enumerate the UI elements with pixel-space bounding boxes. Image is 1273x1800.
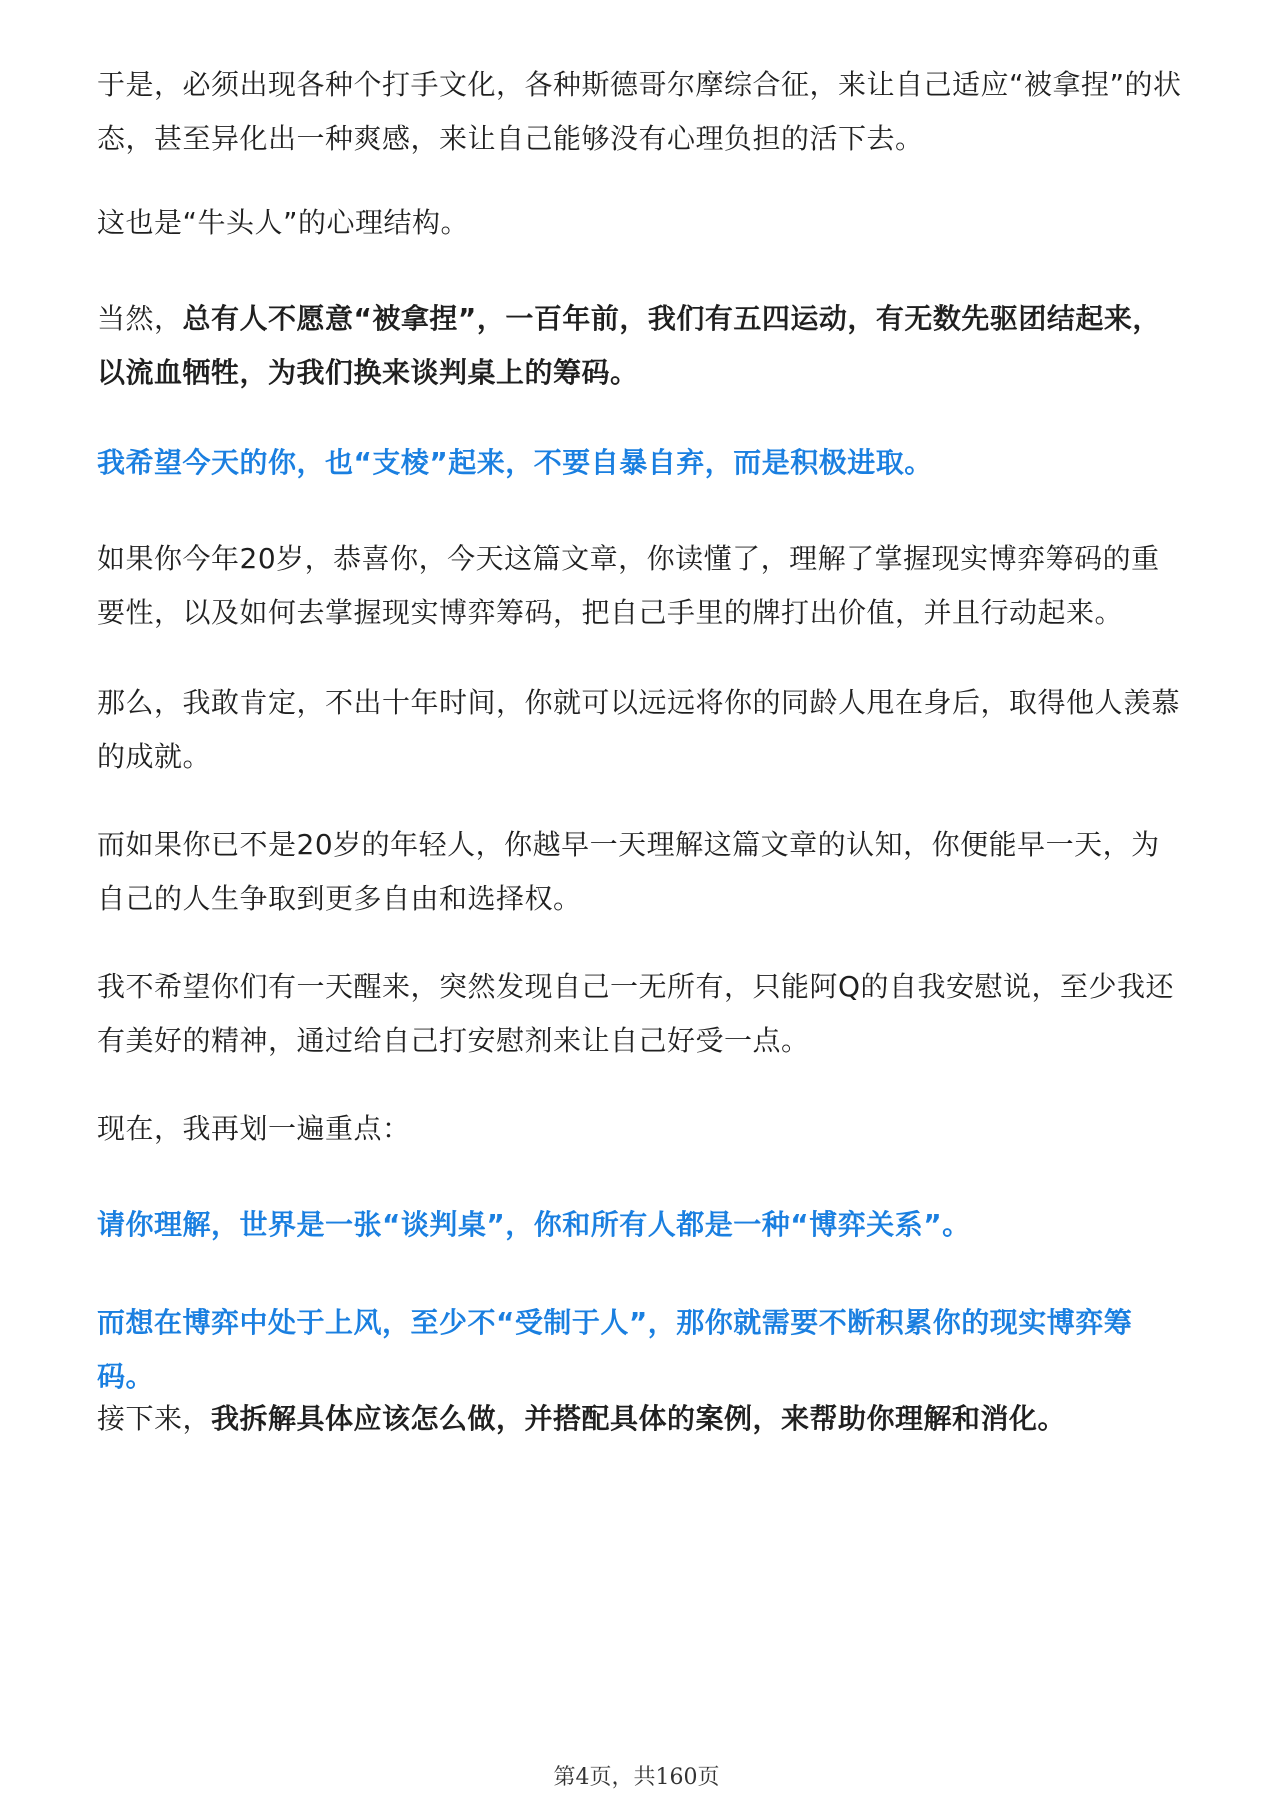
paragraph-prefix: 当然， <box>97 302 183 335</box>
paragraph-ntr-psychology: 这也是“牛头人”的心理结构。 <box>97 206 470 239</box>
page-number-footer: 第4页，共160页 <box>553 1765 720 1790</box>
highlight-paragraph-accumulate-chips: 而想在博弈中处于上风，至少不“受制于人”，那你就需要不断积累你的现实博弈筹码。 <box>97 1306 1133 1393</box>
paragraph-ten-years: 那么，我敢肯定，不出十年时间，你就可以远远将你的同龄人甩在身后，取得他人羡慕的成就。 <box>97 686 1181 773</box>
highlight-paragraph-stand-up: 我希望今天的你，也“支棱”起来，不要自暴自弃，而是积极进取。 <box>97 446 933 479</box>
paragraph-not-20: 而如果你已不是20岁的年轻人，你越早一天理解这篇文章的认知，你便能早一天，为自己的人生争取到更多自由和选择权。 <box>97 828 1160 915</box>
paragraph-next-steps <box>97 1392 1187 1446</box>
paragraph-age-20: 如果你今年20岁，恭喜你，今天这篇文章，你读懂了，理解了掌握现实博弈筹码的重要性，以及如何去掌握现实博弈筹码，把自己手里的牌打出价值，并且行动起来。 <box>97 542 1160 629</box>
paragraph-may-fourth <box>97 292 1187 400</box>
paragraph-prefix: 接下来， <box>97 1402 212 1435</box>
paragraph-key-points-intro: 现在，我再划一遍重点： <box>97 1112 411 1145</box>
paragraph-ah-q: 我不希望你们有一天醒来，突然发现自己一无所有，只能阿Q的自我安慰说，至少我还有美好的精神，通过给自己打安慰剂来让自己好受一点。 <box>97 970 1175 1057</box>
bold-emphasis: 总有人不愿意“被拿捏”，一百年前，我们有五四运动，有无数先驱团结起来，以流血牺牲，为我们换来谈判桌上的筹码。 <box>97 302 1161 389</box>
paragraph-stockholm: 于是，必须出现各种个打手文化，各种斯德哥尔摩综合征，来让自己适应“被拿捏”的状态，甚至异化出一种爽感，来让自己能够没有心理负担的活下去。 <box>97 68 1182 155</box>
bold-emphasis: 我拆解具体应该怎么做，并搭配具体的案例，来帮助你理解和消化。 <box>211 1402 1067 1435</box>
highlight-paragraph-negotiation-table: 请你理解，世界是一张“谈判桌”，你和所有人都是一种“博弈关系”。 <box>97 1208 971 1241</box>
